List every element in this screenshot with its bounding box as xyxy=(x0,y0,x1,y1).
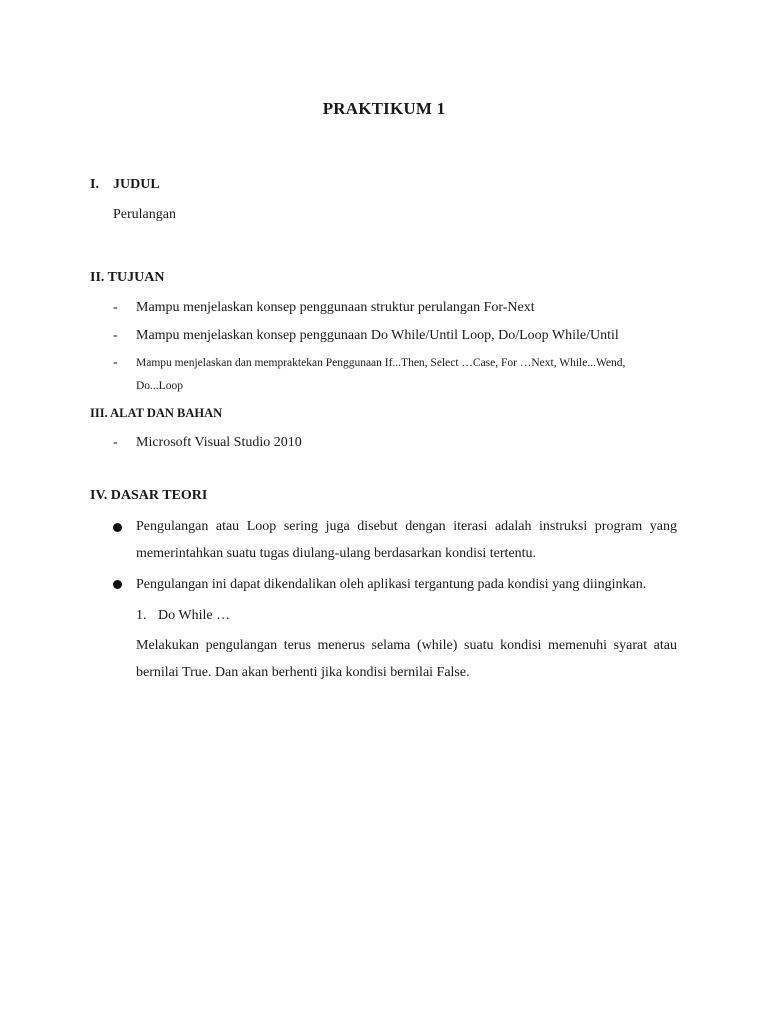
numbered-item-1-line-1: Melakukan pengulangan terus menerus selama (while) suatu kondisi memenuhi syarat atau xyxy=(136,638,677,653)
tujuan-item-1-text: Mampu menjelaskan konsep penggunaan struktur perulangan For-Next xyxy=(136,300,535,315)
teori-bullet-1-line-1: Pengulangan atau Loop sering juga disebut dengan iterasi adalah instruksi program yang xyxy=(136,519,677,534)
bullet-icon xyxy=(113,580,122,589)
section-3-heading: III. ALAT DAN BAHAN xyxy=(90,406,223,420)
section-1-number: I. xyxy=(90,177,99,192)
section-2-heading: II. TUJUAN xyxy=(90,270,165,285)
alat-item-1-dash: - xyxy=(113,435,118,450)
tujuan-item-3-dash: - xyxy=(113,355,118,370)
teori-bullet-2: Pengulangan ini dapat dikendalikan oleh aplikasi tergantung pada kondisi yang diinginkan. xyxy=(136,577,647,592)
numbered-item-1-description xyxy=(136,632,677,686)
tujuan-item-2-text: Mampu menjelaskan konsep penggunaan Do While/Until Loop, Do/Loop While/Until xyxy=(136,328,619,343)
page-title: PRAKTIKUM 1 xyxy=(322,99,446,118)
tujuan-item-2-dash: - xyxy=(113,328,118,343)
bullet-icon xyxy=(113,523,122,532)
numbered-item-1-number: 1. xyxy=(136,608,147,623)
teori-bullet-1 xyxy=(136,513,677,567)
section-1-heading: JUDUL xyxy=(113,177,160,192)
tujuan-item-1-dash: - xyxy=(113,300,118,315)
alat-item-1-text: Microsoft Visual Studio 2010 xyxy=(136,435,302,450)
numbered-item-1-label: Do While … xyxy=(158,608,231,623)
teori-bullet-1-line-2: memerintahkan suatu tugas diulang-ulang berdasarkan kondisi tertentu. xyxy=(136,546,537,561)
tujuan-item-3-line-2: Do...Loop xyxy=(136,380,183,392)
section-4-heading: IV. DASAR TEORI xyxy=(90,488,208,503)
numbered-item-1-line-2: bernilai True. Dan akan berhenti jika kondisi bernilai False. xyxy=(136,665,470,680)
section-1-content: Perulangan xyxy=(113,207,176,222)
tujuan-item-3-line-1: Mampu menjelaskan dan mempraktekan Penggunaan If...Then, Select …Case, For …Next, While...Wend, xyxy=(136,357,626,369)
